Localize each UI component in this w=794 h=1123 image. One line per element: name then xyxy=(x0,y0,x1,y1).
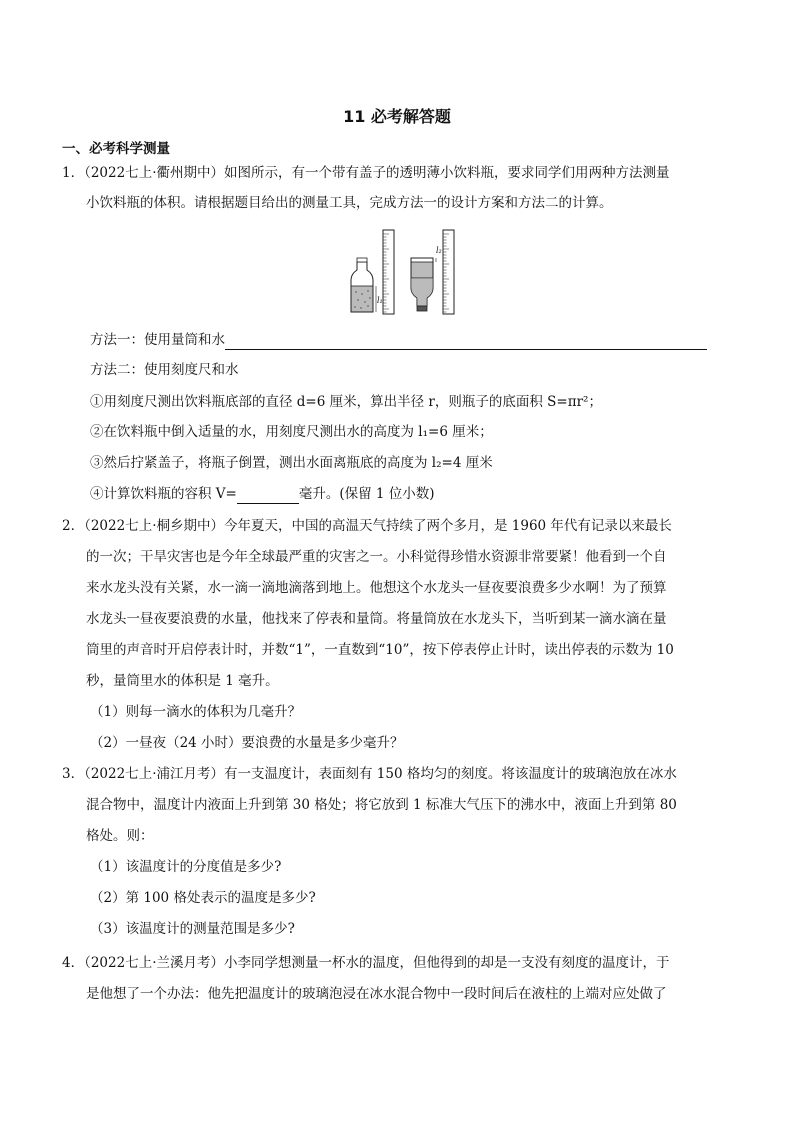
section-heading: 一、必考科学测量 xyxy=(62,141,170,157)
q1-method1 xyxy=(90,330,707,350)
q3-line3: 格处。则： xyxy=(86,828,154,844)
q3-sub2: （2）第 100 格处表示的温度是多少? xyxy=(90,890,316,906)
inverted-bottle xyxy=(411,258,433,311)
volume-answer-blank[interactable] xyxy=(237,488,299,504)
q3-sub3: （3）该温度计的测量范围是多少? xyxy=(90,921,295,937)
page-title: 11 必考解答题 xyxy=(343,107,451,126)
q4-line2: 是他想了一个办法：他先把温度计的玻璃泡浸在冰水混合物中一段时间后在液柱的上端对应处做了 xyxy=(86,986,667,1002)
q2-line4: 水龙头一昼夜要浪费的水量，他找来了停表和量筒。将量筒放在水龙头下，当听到某一滴水滴在量 xyxy=(86,611,667,627)
q2-line2: 的一次；干旱灾害也是今年全球最严重的灾害之一。小科觉得珍惜水资源非常要紧！他看到一个自 xyxy=(86,549,667,565)
q2-line5: 筒里的声音时开启停表计时，并数“1”，一直数到“10”，按下停表停止计时，读出停表的示数为 10 xyxy=(86,642,674,658)
step4-text-b: 毫升。(保留 1 位小数) xyxy=(298,486,435,502)
bottle-ruler-figure xyxy=(348,228,468,320)
l1-label: l₁ xyxy=(377,296,383,305)
q4-line1: 4．（2022七上·兰溪月考）小李同学想测量一杯水的温度，但他得到的却是一支没有刻度的温度计，于 xyxy=(62,955,670,971)
l2-label: l₂ xyxy=(436,246,442,255)
q1-step3: ③然后拧紧盖子，将瓶子倒置，测出水面离瓶底的高度为 l₂=4 厘米 xyxy=(90,455,493,471)
q2-line6: 秒，量筒里水的体积是 1 毫升。 xyxy=(86,673,279,689)
step4-text-a: ④计算饮料瓶的容积 V= xyxy=(90,486,237,502)
q3-sub1: （1）该温度计的分度值是多少? xyxy=(90,859,282,875)
q3-line2: 混合物中，温度计内液面上升到第 30 格处；将它放到 1 标准大气压下的沸水中，液面上升到第 80 xyxy=(86,797,677,813)
q1-line1: 1．（2022七上·衢州期中）如图所示，有一个带有盖子的透明薄小饮料瓶，要求同学们用两种方法测量 xyxy=(62,165,670,181)
ruler-1 xyxy=(383,230,394,314)
q3-line1: 3．（2022七上·浦江月考）有一支温度计，表面刻有 150 格均匀的刻度。将该温度计的玻璃泡放在冰水 xyxy=(62,766,677,782)
q2-sub2: （2）一昼夜（24 小时）要浪费的水量是多少毫升？ xyxy=(90,735,404,751)
ruler-2 xyxy=(443,230,454,314)
method1-answer-blank[interactable] xyxy=(225,334,707,350)
upright-bottle xyxy=(351,258,373,312)
q1-line2: 小饮料瓶的体积。请根据题目给出的测量工具，完成方法一的设计方案和方法二的计算。 xyxy=(86,195,613,211)
q2-sub1: （1）则每一滴水的体积为几毫升？ xyxy=(90,704,302,720)
method1-label: 方法一：使用量筒和水 xyxy=(90,332,225,348)
q1-step4 xyxy=(90,484,435,504)
q1-step2: ②在饮料瓶中倒入适量的水，用刻度尺测出水的高度为 l₁=6 厘米； xyxy=(90,424,493,440)
q1-step1: ①用刻度尺测出饮料瓶底部的直径 d=6 厘米，算出半径 r，则瓶子的底面积 S=πr²； xyxy=(90,394,602,410)
q2-line3: 来水龙头没有关紧，水一滴一滴地滴落到地上。他想这个水龙头一昼夜要浪费多少水啊！为了预算 xyxy=(86,580,667,596)
q1-method2: 方法二：使用刻度尺和水 xyxy=(90,362,239,378)
q2-line1: 2．（2022七上·桐乡期中）今年夏天，中国的高温天气持续了两个多月，是 1960 年代有记录以来最长 xyxy=(62,518,672,534)
